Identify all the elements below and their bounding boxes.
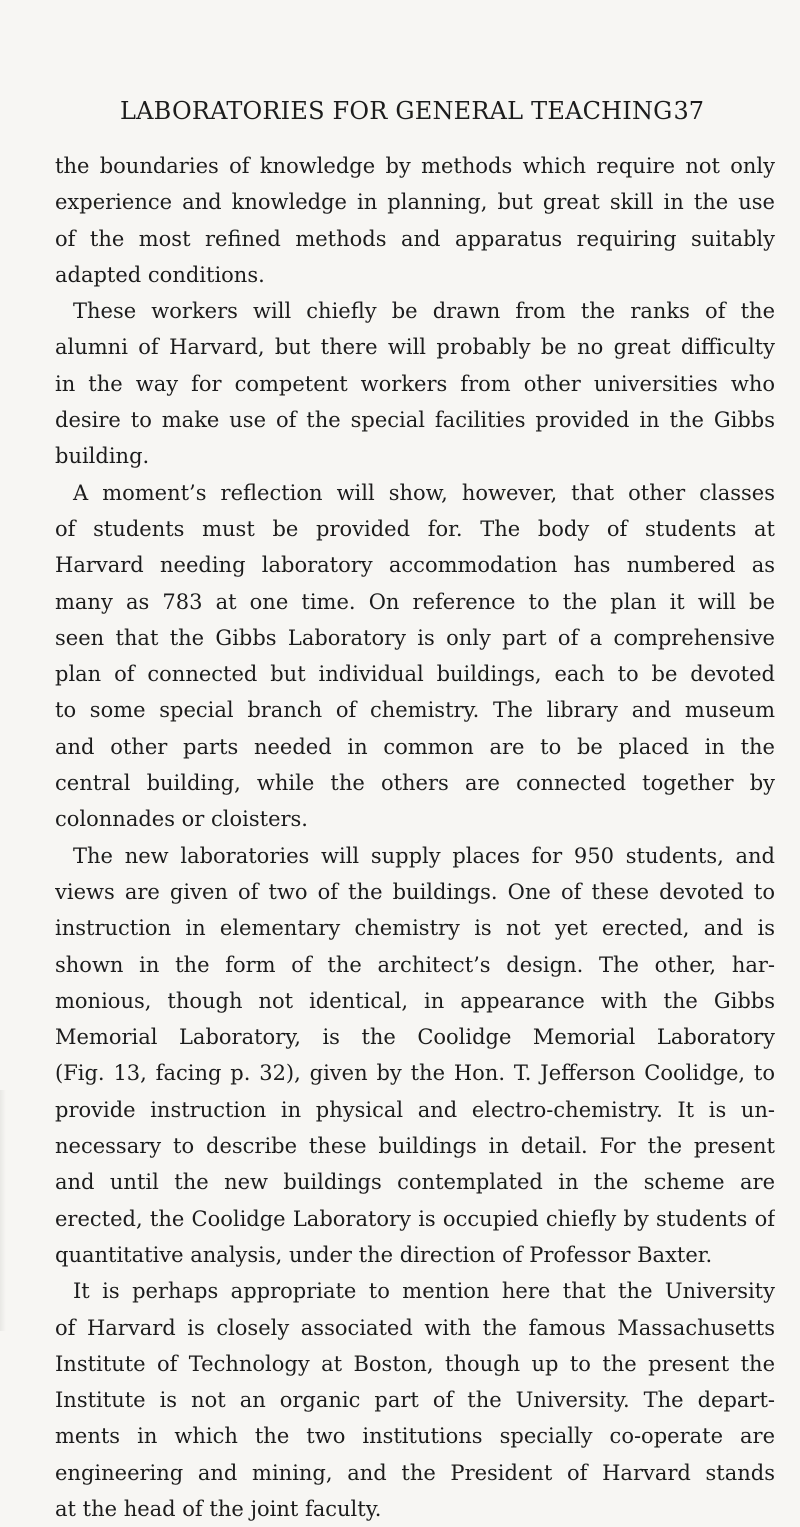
running-head bbox=[110, 97, 704, 129]
text-line: instruction in elementary chemistry is not yet erected, and is bbox=[55, 916, 775, 941]
text-line: shown in the form of the architect’s design. The other, har- bbox=[55, 952, 775, 977]
text-line: experience and knowledge in planning, but great skill in the use bbox=[55, 190, 775, 215]
text-line: Memorial Laboratory, is the Coolidge Memorial Laboratory bbox=[55, 1025, 775, 1050]
text-line: seen that the Gibbs Laboratory is only part of a comprehensive bbox=[55, 625, 775, 650]
text-line: The new laboratories will supply places for 950 students, and bbox=[73, 843, 775, 868]
text-line: monious, though not identical, in appearance with the Gibbs bbox=[55, 988, 775, 1013]
text-line: central building, while the others are connected together by bbox=[55, 771, 775, 796]
text-line: of Harvard is closely associated with the famous Massachusetts bbox=[55, 1315, 775, 1340]
text-line: to some special branch of chemistry. The library and museum bbox=[55, 698, 775, 723]
text-line: provide instruction in physical and electro-chemistry. It is un- bbox=[55, 1097, 775, 1122]
text-line: These workers will chiefly be drawn from the ranks of the bbox=[73, 299, 775, 324]
text-line: A moment’s reflection will show, however, that other classes bbox=[73, 480, 775, 505]
text-line: ments in which the two institutions specially co-operate are bbox=[55, 1424, 775, 1449]
text-line: necessary to describe these buildings in detail. For the present bbox=[55, 1134, 775, 1159]
text-line: many as 783 at one time. On reference to the plan it will be bbox=[55, 589, 775, 614]
text-line: adapted conditions. bbox=[55, 262, 265, 287]
body-text bbox=[55, 148, 775, 1527]
text-line: of the most refined methods and apparatus requiring suitably bbox=[55, 226, 775, 251]
text-line: Harvard needing laboratory accommodation has numbered as bbox=[55, 553, 775, 578]
text-line: Institute of Technology at Boston, though up to the present the bbox=[55, 1351, 775, 1376]
text-line: building. bbox=[55, 444, 150, 469]
text-line: of students must be provided for. The body of students at bbox=[55, 516, 775, 541]
text-line: (Fig. 13, facing p. 32), given by the Hon. T. Jefferson Coolidge, to bbox=[55, 1061, 775, 1086]
page-number: 37 bbox=[673, 97, 704, 125]
text-line: It is perhaps appropriate to mention here that the University bbox=[73, 1279, 775, 1304]
text-line: colonnades or cloisters. bbox=[55, 807, 308, 832]
text-line: engineering and mining, and the President of Harvard stands bbox=[55, 1460, 775, 1485]
text-line: desire to make use of the special facilities provided in the Gibbs bbox=[55, 408, 775, 433]
text-line: quantitative analysis, under the direction of Professor Baxter. bbox=[55, 1242, 713, 1267]
text-line: and other parts needed in common are to be placed in the bbox=[55, 734, 775, 759]
running-title: LABORATORIES FOR GENERAL TEACHING bbox=[120, 97, 673, 125]
text-line: in the way for competent workers from other universities who bbox=[55, 371, 775, 396]
text-line: plan of connected but individual buildings, each to be devoted bbox=[55, 662, 775, 687]
text-line: at the head of the joint faculty. bbox=[55, 1496, 382, 1521]
text-line: alumni of Harvard, but there will probably be no great difficulty bbox=[55, 335, 775, 360]
text-line: Institute is not an organic part of the University. The depart- bbox=[55, 1388, 775, 1413]
text-line: the boundaries of knowledge by methods which require not only bbox=[55, 154, 775, 178]
text-line: and until the new buildings contemplated in the scheme are bbox=[55, 1170, 775, 1195]
page-edge-shadow bbox=[0, 1090, 6, 1331]
text-line: views are given of two of the buildings. One of these devoted to bbox=[55, 879, 775, 904]
text-line: erected, the Coolidge Laboratory is occupied chiefly by students of bbox=[55, 1206, 775, 1231]
